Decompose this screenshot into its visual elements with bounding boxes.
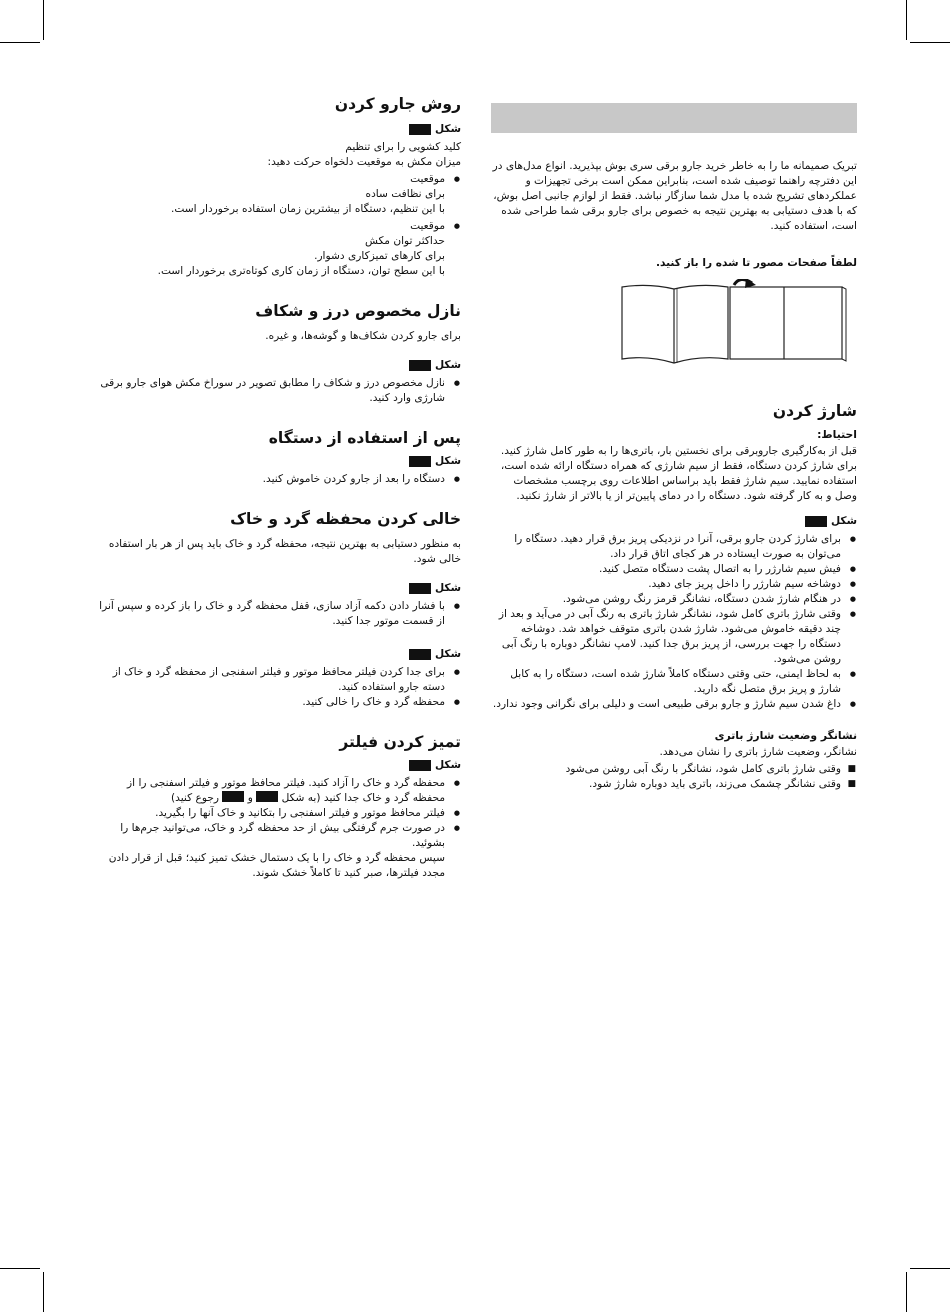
list-item: ● در هنگام شارژ شدن دستگاه، نشانگر قرمز رنگ روشن می‌شود.	[491, 592, 857, 607]
figure-number-box	[409, 583, 431, 594]
warning-label: احتیاط:	[817, 428, 857, 441]
warning-text-2: برای شارژ کردن دستگاه، فقط از سیم شارژی که همراه دستگاه ارائه شده است، استفاده نمایید. سیم شارژ فقط باید براساس اطلاعات روی برچسب مشخصات وصل و به کار گرفته شود. دستگاه را در دمای پایین‌تر از یا بالاتر از شارژ نکنید.	[500, 460, 857, 502]
list-item: ● محفظه گرد و خاک را آزاد کنید. فیلتر محافظ موتور و فیلتر اسفنجی را از محفظه گرد و خاک جدا کنید (به شکل و رجوع کنید)	[95, 776, 461, 806]
list-item: ● فیلتر محافظ موتور و فیلتر اسفنجی را بتکانید و خاک آنها را بگیرید.	[95, 806, 461, 821]
emptying-text: به منظور دستیابی به بهترین نتیجه، محفظه گرد و خاک باید پس از هر بار استفاده خالی شود.	[108, 538, 461, 565]
list-item: ● دستگاه را بعد از جارو کردن خاموش کنید.	[95, 472, 461, 487]
list-item: ● داغ شدن سیم شارژ و جارو برقی طبیعی است و دلیلی برای نگرانی وجود ندارد.	[491, 697, 857, 712]
charge-list	[491, 532, 857, 712]
crop-mark	[910, 1268, 950, 1269]
after-use-list	[95, 472, 461, 487]
figure-label: شکل	[95, 758, 461, 773]
left-column	[95, 92, 461, 881]
list-item: ● وقتی شارژ باتری کامل شود، نشانگر شارژ باتری به رنگ آبی در می‌آید و بعد از چند دقیقه خاموش می‌شود. شارژ شدن باتری متوقف خواهد شد. دوشاخه دستگاه را جهت بررسی، از پریز برق جدا کنید. لامپ نشانگر دوباره با رنگ آبی روشن می‌شود.	[491, 607, 857, 667]
vacuuming-intro-2: میزان مکش به موقعیت دلخواه حرکت دهید:	[267, 156, 461, 168]
figure-label: شکل	[491, 514, 857, 529]
figure-number-box	[256, 791, 278, 802]
crop-mark	[43, 1272, 44, 1312]
crop-mark	[910, 42, 950, 43]
list-item: ● فیش سیم شارژر را به اتصال پشت دستگاه متصل کنید.	[491, 562, 857, 577]
filter-after-text: سپس محفظه گرد و خاک را با یک دستمال خشک تمیز کنید؛ قبل از قرار دادن مجدد فیلترها، صبر کنید تا کاملاً خشک شوند.	[108, 852, 445, 879]
list-item: ● موقعیت	[95, 172, 461, 187]
emptying-list-1	[95, 599, 461, 629]
indicator-list	[491, 762, 857, 792]
filter-title: تمیز کردن فیلتر	[339, 733, 461, 751]
figure-label: شکل	[95, 122, 461, 137]
figure-label: شکل	[95, 581, 461, 596]
nozzle-list	[95, 376, 461, 406]
figure-number-box	[409, 124, 431, 135]
list-item: ● نازل مخصوص درز و شکاف را مطابق تصویر در سوراخ مکش هوای جارو برقی شارژی وارد کنید.	[95, 376, 461, 406]
figure-label: شکل	[95, 454, 461, 469]
figure-label: شکل	[95, 358, 461, 373]
fold-illustration	[620, 279, 850, 367]
pos1-line2: با این تنظیم، دستگاه از بیشترین زمان استفاده برخوردار است.	[170, 203, 445, 215]
pos2-line1: حداکثر توان مکش	[364, 235, 445, 247]
emptying-title: خالی کردن محفظه گرد و خاک	[230, 510, 461, 528]
right-column	[491, 92, 857, 792]
after-use-title: پس از استفاده از دستگاه	[268, 429, 461, 447]
fold-caption: لطفاً صفحات مصور تا شده را باز کنید.	[655, 257, 857, 269]
nozzle-text: برای جارو کردن شکاف‌ها و گوشه‌ها، و غیره.	[265, 330, 461, 342]
indicator-text: نشانگر، وضعیت شارژ باتری را نشان می‌دهد.	[659, 746, 857, 758]
figure-number-box	[805, 516, 827, 527]
list-item: ● برای جدا کردن فیلتر محافظ موتور و فیلتر اسفنجی از محفظه گرد و خاک از دسته جارو استفاده کنید.	[95, 665, 461, 695]
figure-number-box	[409, 456, 431, 467]
figure-number-box	[409, 360, 431, 371]
crop-mark	[906, 0, 907, 40]
vacuuming-title: روش جارو کردن	[334, 95, 461, 113]
position-list	[95, 172, 461, 187]
pos2-line3: با این سطح توان، دستگاه از زمان کاری کوتاه‌تری برخوردار است.	[157, 265, 445, 277]
pos1-line1: برای نظافت ساده	[365, 188, 445, 200]
filter-list	[95, 776, 461, 851]
vacuuming-intro-1: کلید کشویی را برای تنظیم	[345, 141, 461, 153]
list-item: ■ وقتی نشانگر چشمک می‌زند، باتری باید دوباره شارژ شود.	[491, 777, 857, 792]
intro-paragraph: تبریک صمیمانه ما را به خاطر خرید جارو برقی سری بوش بپذیرید. انواع مدل‌های در این دفترچه راهنما توصیف شده است، بنابراین ممکن است برخی تجهیزات و عملکردهای تشریح شده با مدل شما سازگار نباشد. فقط از لوازم جانبی اصل بوش، که با هدف دستیابی به بهترین نتیجه به خصوص برای جارو برقی شما طراحی شده است، استفاده کنید.	[492, 160, 857, 232]
charge-title: شارژ کردن	[772, 402, 857, 420]
crop-mark	[43, 0, 44, 40]
crop-mark	[0, 42, 40, 43]
figure-label: شکل	[95, 647, 461, 662]
list-item: ● موقعیت	[95, 219, 461, 234]
fold-pages-icon	[618, 279, 850, 371]
indicator-title: نشانگر وضعیت شارژ باتری	[714, 729, 857, 742]
position-list	[95, 219, 461, 234]
crop-mark	[0, 1268, 40, 1269]
list-item: ● به لحاظ ایمنی، حتی وقتی دستگاه کاملاً شارژ شده است، دستگاه را به کابل شارژ و پریز برق متصل نگه دارید.	[491, 667, 857, 697]
crop-mark	[906, 1272, 907, 1312]
list-item: ● دوشاخه سیم شارژر را داخل پریز جای دهید.	[491, 577, 857, 592]
warning-text-1: قبل از به‌کارگیری جاروبرقی برای نخستین بار، باتری‌ها را به طور کامل شارژ کنید.	[500, 445, 857, 457]
list-item: ● محفظه گرد و خاک را خالی کنید.	[95, 695, 461, 710]
nozzle-title: نازل مخصوص درز و شکاف	[255, 302, 461, 320]
list-item: ● برای شارژ کردن جارو برقی، آنرا در نزدیکی پریز برق قرار دهید. دستگاه را می‌توان به صورت ایستاده در هر کجای اتاق قرار داد.	[491, 532, 857, 562]
pos2-line2: برای کارهای تمیزکاری دشوار.	[314, 250, 445, 262]
header-bar	[491, 103, 857, 133]
emptying-list-2	[95, 665, 461, 710]
list-item: ● با فشار دادن دکمه آزاد سازی، قفل محفظه گرد و خاک را باز کرده و سپس آنرا از قسمت موتور جدا کنید.	[95, 599, 461, 629]
figure-number-box	[222, 791, 244, 802]
figure-number-box	[409, 760, 431, 771]
list-item: ■ وقتی شارژ باتری کامل شود، نشانگر با رنگ آبی روشن می‌شود	[491, 762, 857, 777]
figure-number-box	[409, 649, 431, 660]
list-item: ● در صورت جرم گرفتگی بیش از حد محفظه گرد و خاک، می‌توانید جرم‌ها را بشوئید.	[95, 821, 461, 851]
